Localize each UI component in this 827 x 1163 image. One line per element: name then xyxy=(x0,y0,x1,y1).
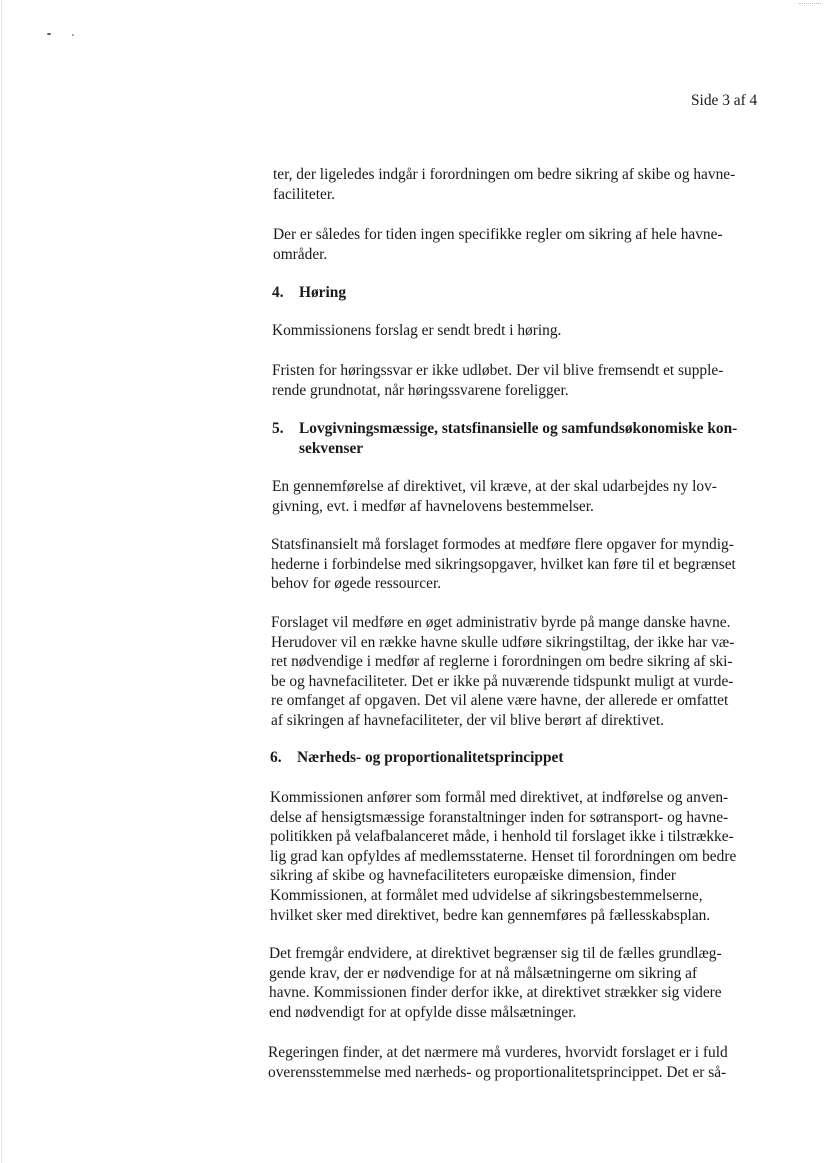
paragraph-line: rende grundnotat, når høringssvarene foreligger. xyxy=(272,381,569,399)
paragraph-line: Forslaget vil medføre en øget administrativ byrde på mange danske havne. xyxy=(271,614,731,631)
paragraph-state-finance xyxy=(271,535,736,594)
scan-speck xyxy=(47,33,51,35)
paragraph-line: delse af hensigtsmæssige foranstaltninger inden for søtransport- og havne- xyxy=(270,808,729,826)
paragraph-line: sikring af skibe og havnefaciliteters europæiske dimension, finder xyxy=(270,867,677,885)
paragraph-line: Kommissionen anfører som formål med direktivet, at indførelse og anven- xyxy=(270,789,729,806)
paragraph-line: be og havnefaciliteter. Det er ikke på nuværende tidspunkt muligt at vurde- xyxy=(271,672,734,690)
section-number: 4. xyxy=(272,284,284,301)
paragraph-line: hederne i forbindelse med sikringsopgaver, hvilket kan føre til et begrænset xyxy=(271,555,736,573)
paragraph-line: Herudover vil en række havne skulle udføre sikringstiltag, der ikke har væ- xyxy=(271,633,735,651)
section-heading-4 xyxy=(272,283,346,303)
scan-edge xyxy=(1,0,2,1163)
paragraph-line: Regeringen finder, at det nærmere må vurderes, hvorvidt forslaget er i fuld xyxy=(268,1044,728,1061)
paragraph-line: gende krav, der er nødvendige for at nå målsætningerne om sikring af xyxy=(269,964,698,982)
section-title-line: Nærheds- og proportionalitetsprincippet xyxy=(297,749,564,766)
paragraph-line: lig grad kan opfyldes af medlemsstaterne. Henset til forordningen om bedre xyxy=(270,847,737,865)
paragraph-no-specific-rules xyxy=(273,225,723,264)
paragraph-implementation xyxy=(272,477,717,516)
section-title-line: Høring xyxy=(299,284,347,301)
paragraph-line: Det fremgår endvidere, at direktivet begrænser sig til de fælles grundlæg- xyxy=(269,945,722,962)
section-heading-6 xyxy=(270,748,564,768)
paragraph-line: Kommissionen, at formålet med udvidelse af sikringsbestemmelserne, xyxy=(270,886,703,904)
paragraph-line: politikken på velafbalanceret måde, i henhold til forslaget ikke i tilstrække- xyxy=(270,828,734,846)
paragraph-line: ter, der ligeledes indgår i forordningen om bedre sikring af skibe og havne- xyxy=(273,166,736,183)
paragraph-government-assessment xyxy=(268,1043,728,1082)
paragraph-administrative-burden xyxy=(271,613,734,731)
paragraph-line: Statsfinansielt må forslaget formodes at medføre flere opgaver for myndig- xyxy=(271,536,734,553)
paragraph-commission-purpose xyxy=(270,788,736,925)
paragraph-line: end nødvendigt for at opfylde disse målsætninger. xyxy=(269,1003,577,1021)
paragraph-line: ret nødvendige i medfør af reglerne i forordningen om bedre sikring af ski- xyxy=(271,653,733,671)
scan-corner-mark xyxy=(799,3,821,5)
paragraph-line: givning, evt. i medfør af havnelovens bestemmelser. xyxy=(272,497,594,515)
paragraph-line: faciliteter. xyxy=(273,185,335,203)
paragraph-deadline xyxy=(272,361,723,400)
paragraph-line: havne. Kommissionen finder derfor ikke, at direktivet strækker sig videre xyxy=(269,984,722,1002)
paragraph-line: Fristen for høringssvar er ikke udløbet. Der vil blive fremsendt et supple- xyxy=(272,362,724,379)
paragraph-line: områder. xyxy=(273,245,328,263)
paragraph-consultation xyxy=(272,321,561,341)
paragraph-basic-requirements xyxy=(269,944,722,1022)
scan-speck xyxy=(72,34,74,36)
paragraph-line: behov for øgede ressourcer. xyxy=(271,575,442,593)
paragraph-line: re omfanget af opgaven. Det vil alene være havne, der allerede er omfattet xyxy=(271,692,729,710)
section-number: 6. xyxy=(270,749,282,766)
section-number: 5. xyxy=(272,420,284,437)
paragraph-intro-continuation xyxy=(273,165,735,204)
section-heading-5 xyxy=(272,419,737,458)
paragraph-line: En gennemførelse af direktivet, vil kræve, at der skal udarbejdes ny lov- xyxy=(272,478,717,495)
section-title-line: sekvenser xyxy=(299,439,364,457)
paragraph-line: overensstemmelse med nærheds- og proportionalitetsprincippet. Det er så- xyxy=(268,1063,727,1081)
page-number-header: Side 3 af 4 xyxy=(691,92,758,109)
paragraph-line: Der er således for tiden ingen specifikke regler om sikring af hele havne- xyxy=(273,226,723,243)
paragraph-line: hvilket sker med direktivet, bedre kan gennemføres på fællesskabsplan. xyxy=(270,906,711,924)
paragraph-line: af sikringen af havnefaciliteter, der vil blive berørt af direktivet. xyxy=(271,711,664,729)
paragraph-line: Kommissionens forslag er sendt bredt i høring. xyxy=(272,322,562,339)
section-title-line: Lovgivningsmæssige, statsfinansielle og samfundsøkonomiske kon- xyxy=(299,420,738,437)
